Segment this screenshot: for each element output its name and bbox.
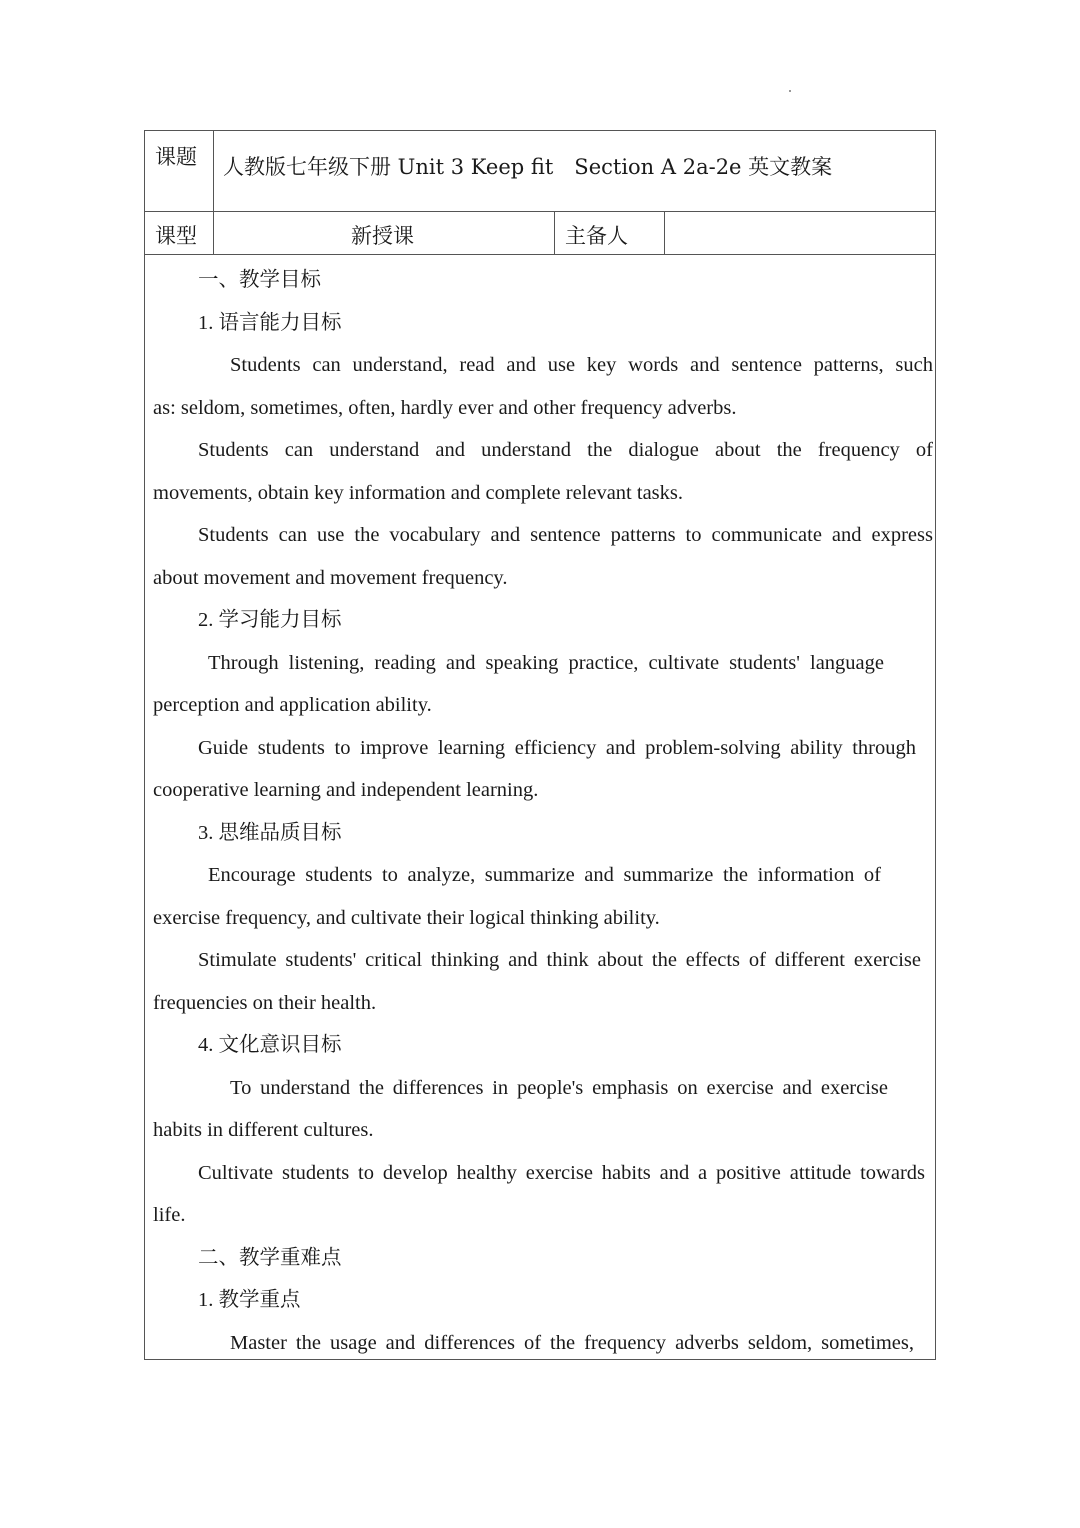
table-divider bbox=[664, 211, 665, 254]
table-divider bbox=[145, 254, 935, 255]
paragraph-line: Students can use the vocabulary and sentence patterns to communicate and express bbox=[198, 524, 933, 546]
subsection-title: 4. 文化意识目标 bbox=[198, 1034, 342, 1056]
subsection-title: 3. 思维品质目标 bbox=[198, 821, 342, 844]
paragraph-line: frequencies on their health. bbox=[153, 991, 377, 1014]
paragraph-line: Students can understand, read and use key words and sentence patterns, such bbox=[230, 354, 933, 376]
section-heading: 一、教学目标 bbox=[198, 269, 321, 291]
paragraph-line: movements, obtain key information and complete relevant tasks. bbox=[153, 481, 684, 504]
paragraph-line: as: seldom, sometimes, often, hardly ever and other frequency adverbs. bbox=[153, 396, 737, 419]
subsection-title: 1. 语言能力目标 bbox=[198, 311, 342, 334]
type-label: 课型 bbox=[155, 224, 197, 248]
subsection-title: 1. 教学重点 bbox=[198, 1289, 301, 1311]
lesson-content bbox=[153, 259, 933, 1364]
paragraph-line: To understand the differences in people's emphasis on exercise and exercise bbox=[230, 1076, 888, 1099]
topic-value: 人教版七年级下册 Unit 3 Keep fit Section A 2a-2e 英文教案 bbox=[223, 155, 833, 179]
paragraph-line: Encourage students to analyze, summarize and summarize the information of bbox=[208, 864, 881, 886]
paragraph-line: about movement and movement frequency. bbox=[153, 566, 508, 589]
subsection-title: 2. 学习能力目标 bbox=[198, 609, 342, 631]
paragraph-line: Master the usage and differences of the frequency adverbs seldom, sometimes, bbox=[230, 1331, 914, 1354]
paragraph-line: Guide students to improve learning efficiency and problem-solving ability through bbox=[198, 736, 916, 759]
paragraph-line: Through listening, reading and speaking practice, cultivate students' language bbox=[208, 651, 884, 674]
topic-label: 课题 bbox=[155, 145, 197, 169]
stray-dot bbox=[789, 90, 791, 92]
paragraph-line: habits in different cultures. bbox=[153, 1119, 374, 1141]
type-value: 新授课 bbox=[351, 224, 414, 248]
paragraph-line: Stimulate students' critical thinking and think about the effects of different exercise bbox=[198, 949, 921, 971]
table-divider bbox=[554, 211, 555, 254]
lesson-plan-table bbox=[144, 130, 936, 1360]
table-divider bbox=[213, 131, 214, 254]
paragraph-line: Cultivate students to develop healthy exercise habits and a positive attitude towards bbox=[198, 1161, 925, 1184]
paragraph-line: life. bbox=[153, 1204, 186, 1226]
table-divider bbox=[145, 211, 935, 212]
paragraph-line: Students can understand and understand the dialogue about the frequency of bbox=[198, 439, 933, 461]
paragraph-line: perception and application ability. bbox=[153, 694, 432, 716]
section-heading: 二、教学重难点 bbox=[198, 1246, 342, 1269]
paragraph-line: cooperative learning and independent learning. bbox=[153, 779, 539, 801]
preparer-label: 主备人 bbox=[565, 224, 628, 248]
paragraph-line: exercise frequency, and cultivate their logical thinking ability. bbox=[153, 906, 660, 929]
